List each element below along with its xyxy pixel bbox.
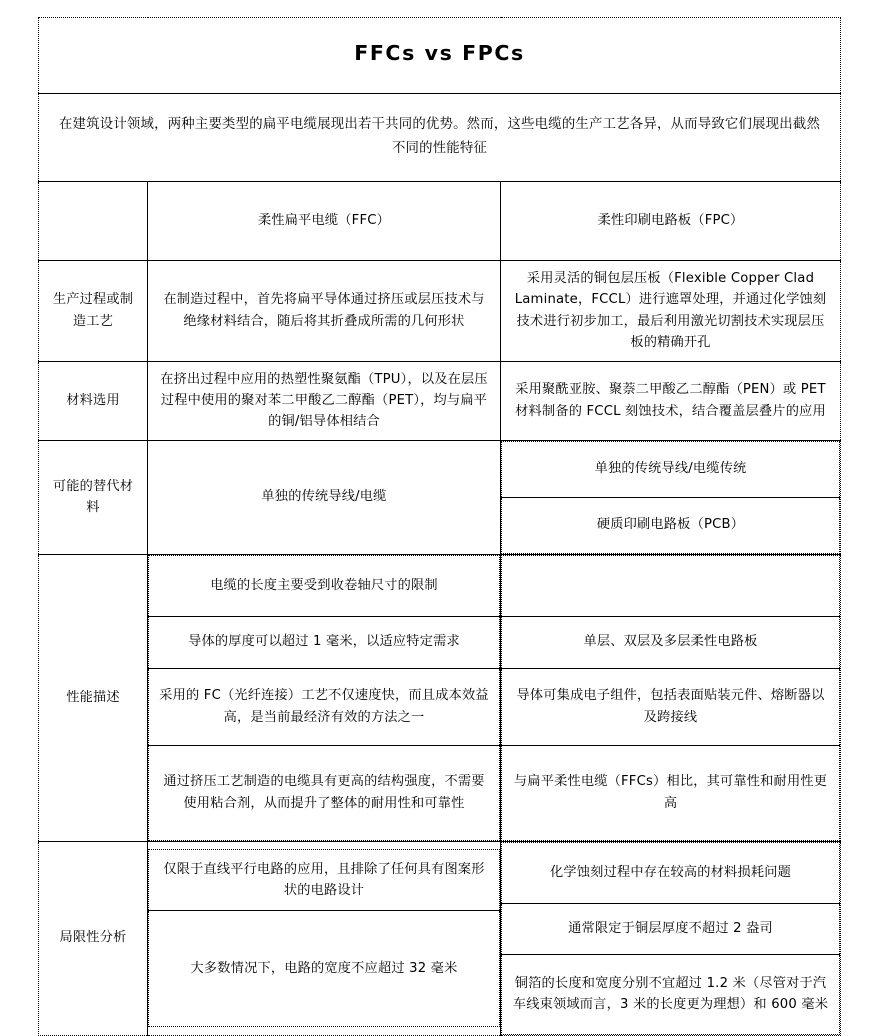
intro-paragraph: 在建筑设计领域，两种主要类型的扁平电缆展现出若干共同的优势。然而，这些电缆的生产工艺各异，从而导致它们展现出截然不同的性能特征 bbox=[58, 117, 821, 156]
subrow bbox=[149, 745, 500, 840]
subtable-fpc-limitations bbox=[501, 842, 840, 1035]
subtable-fpc-alternatives bbox=[501, 441, 840, 554]
intro-cell bbox=[39, 94, 841, 182]
subcell-ffc-perf-2: 导体的厚度可以超过 1 毫米，以适应特定需求 bbox=[149, 616, 500, 668]
table-row-title bbox=[39, 18, 841, 94]
subrow bbox=[502, 842, 840, 903]
subrow bbox=[502, 497, 840, 553]
cell-ffc-manufacturing: 在制造过程中，首先将扁平导体通过挤压或层压技术与绝缘材料结合，随后将其折叠成所需的几何形状 bbox=[148, 261, 501, 362]
cell-fpc-limitations bbox=[501, 841, 841, 1035]
subtable-ffc-limitations bbox=[148, 849, 500, 1027]
cell-fpc-materials: 采用聚酰亚胺、聚萘二甲酸乙二醇酯（PEN）或 PET 材料制备的 FCCL 刻蚀技术，结合覆盖层叠片的应用 bbox=[501, 361, 841, 440]
cell-ffc-materials: 在挤出过程中应用的热塑性聚氨酯（TPU），以及在层压过程中使用的聚对苯二甲酸乙二醇酯（PET），均与扁平的铜/铝导体相结合 bbox=[148, 361, 501, 440]
subcell-ffc-perf-1: 电缆的长度主要受到收卷轴尺寸的限制 bbox=[149, 555, 500, 616]
subcell-fpc-perf-2: 单层、双层及多层柔性电路板 bbox=[502, 616, 840, 668]
table-header-row bbox=[39, 182, 841, 261]
subrow bbox=[149, 668, 500, 745]
subcell-fpc-perf-3: 导体可集成电子组件，包括表面贴装元件、熔断器以及跨接线 bbox=[502, 668, 840, 745]
subrow bbox=[502, 441, 840, 497]
subcell-fpc-perf-4: 与扁平柔性电缆（FFCs）相比，其可靠性和耐用性更高 bbox=[502, 745, 840, 840]
cell-ffc-limitations bbox=[148, 841, 501, 1035]
subcell-fpc-lim-2: 通常限定于铜层厚度不超过 2 盎司 bbox=[502, 903, 840, 954]
cell-fpc-manufacturing: 采用灵活的铜包层压板（Flexible Copper Clad Laminate，FCCL）进行遮罩处理，并通过化学蚀刻技术进行初步加工，最后利用激光切割技术实现层压板的精确开孔 bbox=[501, 261, 841, 362]
subcell-fpc-alt-1: 单独的传统导线/电缆传统 bbox=[502, 441, 840, 497]
header-cell-ffc: 柔性扁平电缆（FFC） bbox=[148, 182, 501, 261]
subcell-ffc-lim-1: 仅限于直线平行电路的应用，且排除了任何具有图案形状的电路设计 bbox=[149, 850, 500, 911]
subcell-ffc-lim-2: 大多数情况下，电路的宽度不应超过 32 毫米 bbox=[149, 911, 500, 1027]
cell-fpc-alternatives bbox=[501, 440, 841, 554]
header-cell-blank bbox=[39, 182, 148, 261]
subrow bbox=[149, 616, 500, 668]
table-row bbox=[39, 554, 841, 841]
subcell-ffc-perf-4: 通过挤压工艺制造的电缆具有更高的结构强度，不需要使用粘合剂，从而提升了整体的耐用性和可靠性 bbox=[149, 745, 500, 840]
subrow bbox=[502, 616, 840, 668]
cell-ffc-performance bbox=[148, 554, 501, 841]
table-row bbox=[39, 841, 841, 1035]
subrow bbox=[502, 903, 840, 954]
cell-ffc-alternatives: 单独的传统导线/电缆 bbox=[148, 440, 501, 554]
subrow bbox=[502, 954, 840, 1034]
page-title-cell bbox=[39, 18, 841, 94]
subrow bbox=[149, 555, 500, 616]
subrow bbox=[502, 668, 840, 745]
subrow bbox=[149, 911, 500, 1027]
row-label-materials: 材料选用 bbox=[39, 361, 148, 440]
subcell-fpc-alt-2: 硬质印刷电路板（PCB） bbox=[502, 497, 840, 553]
table-row-intro bbox=[39, 94, 841, 182]
subcell-fpc-lim-1: 化学蚀刻过程中存在较高的材料损耗问题 bbox=[502, 842, 840, 903]
row-label-manufacturing: 生产过程或制造工艺 bbox=[39, 261, 148, 362]
subtable-ffc-performance bbox=[148, 555, 500, 841]
table-row bbox=[39, 361, 841, 440]
table-row bbox=[39, 440, 841, 554]
row-label-performance: 性能描述 bbox=[39, 554, 148, 841]
subcell-fpc-lim-3: 铜箔的长度和宽度分别不宜超过 1.2 米（尽管对于汽车线束领域而言，3 米的长度更为理想）和 600 毫米 bbox=[502, 954, 840, 1034]
row-label-limitations: 局限性分析 bbox=[39, 841, 148, 1035]
comparison-table bbox=[38, 17, 841, 1036]
page-title: FFCs vs FPCs bbox=[354, 41, 525, 66]
header-cell-fpc: 柔性印刷电路板（FPC） bbox=[501, 182, 841, 261]
subrow bbox=[502, 555, 840, 616]
subcell-fpc-perf-1 bbox=[502, 555, 840, 616]
subtable-fpc-performance bbox=[501, 555, 840, 841]
subrow bbox=[502, 745, 840, 840]
table-row bbox=[39, 261, 841, 362]
subcell-ffc-perf-3: 采用的 FC（光纤连接）工艺不仅速度快，而且成本效益高，是当前最经济有效的方法之一 bbox=[149, 668, 500, 745]
row-label-alternatives: 可能的替代材料 bbox=[39, 440, 148, 554]
cell-fpc-performance bbox=[501, 554, 841, 841]
subrow bbox=[149, 850, 500, 911]
